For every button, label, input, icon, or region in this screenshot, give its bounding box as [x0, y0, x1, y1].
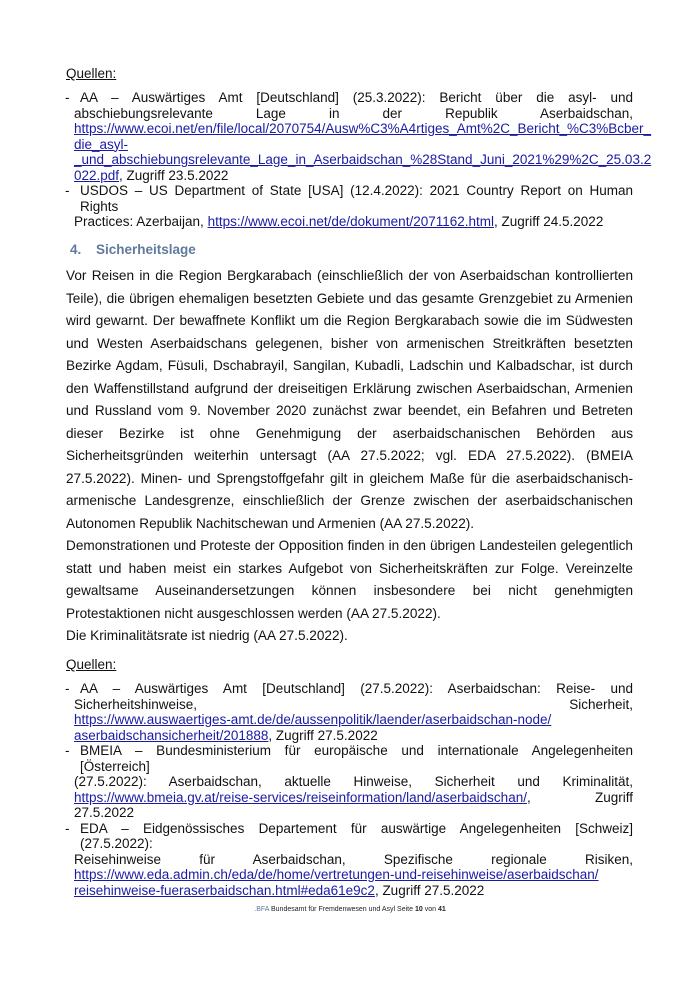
sources-list — [66, 681, 633, 898]
source-link[interactable]: reisehinweise-fueraserbaidschan.html#eda61e9c2 — [74, 882, 375, 898]
section-body — [66, 265, 633, 648]
source-item: - AA – Auswärtiges Amt [Deutschland] (27.5.2022): Aserbaidschan: Reise- und Sicherheitshinweise, Sicherheit, https://www.auswaertiges-amt.de/de/aussenpolitik/laender/aserbaidschan-node/ aserbaidschansicherheit/201888, Zugriff 27.5.2022 — [65, 681, 633, 743]
source-item: - EDA – Eidgenössisches Departement für auswärtige Angelegenheiten [Schweiz] (27.5.2022): Reisehinweise für Aserbaidschan, Spezifische regionale Risiken, https://www.eda.admin.ch/eda/de/home/vertretungen-und-reisehinweise/aserbaidschan/ reisehinweise-fueraserbaidschan.html#eda61e9c2, Zugriff 27.5.2022 — [65, 820, 633, 898]
source-link[interactable]: _und_abschiebungsrelevante_Lage_in_Aserbaidschan_%28Stand_Juni_2021%29%2C_25.03.2 — [74, 152, 652, 167]
sources-heading: Quellen: — [66, 657, 117, 672]
source-link[interactable]: https://www.bmeia.gv.at/reise-services/reiseinformation/land/aserbaidschan/ — [74, 789, 527, 805]
paragraph: Vor Reisen in die Region Bergkarabach (einschließlich der von Aserbaidschan kontrollierten Teile), die übrigen ehemaligen besetzten Gebiete und das gesamte Grenzgebiet zu Armenien wird gewarnt. Der bewaffnete Konflikt um die Region Bergkarabach sowie die im Südwesten und Westen Aserbaidschans gelegenen, bisher von armenischen Streitkräften besetzten Bezirke Agdam, Füsuli, Dschabrayil, Sangilan, Kubadli, Ladschin und Kalbadschar, ist durch den Waffenstillstand aufgrund der dreiseitigen Erklärung zwischen Aserbaidschan, Armenien und Russland vom 9. November 2020 zunächst zwar beendet, ein Befahren und Betreten dieser Bezirke ist ohne Genehmigung der aserbaidschanischen Behörden aus Sicherheitsgründen weiterhin untersagt (AA 27.5.2022; vgl. EDA 27.5.2022). (BMEIA 27.5.2022). Minen- und Sprengstoffgefahr gilt in gleichem Maße für die aserbaidschanisch-armenische Landesgrenze, einschließlich der Grenze zwischen der aserbaidschanischen Autonomen Republik Nachitschewan und Armenien (AA 27.5.2022). — [66, 268, 633, 531]
page-total: 41 — [437, 906, 446, 913]
bfa-logo-text: .BFA — [254, 906, 270, 913]
source-link[interactable]: die_asyl- — [74, 136, 129, 152]
paragraph: Demonstrationen und Proteste der Opposition finden in den übrigen Landesteilen gelegentlich statt und haben meist ein starkes Aufgebot von Sicherheitskräften zur Folge. Vereinzelte gewaltsame Auseinandersetzungen können insbesondere bei nicht genehmigten Protestaktionen nicht ausgeschlossen werden (AA 27.5.2022). — [66, 538, 633, 621]
sources-2 — [66, 657, 633, 898]
source-link[interactable]: https://www.ecoi.net/en/file/local/2070754/Ausw%C3%A4rtiges_Amt%2C_Bericht_%C3%Bcber_ — [74, 121, 652, 136]
sources-1 — [65, 66, 652, 230]
source-link[interactable]: 022.pdf — [74, 167, 120, 183]
sources-list — [65, 90, 652, 230]
page-number: 10 — [414, 906, 423, 913]
source-link[interactable]: https://www.ecoi.net/de/dokument/2071162.html — [207, 214, 494, 229]
source-link[interactable]: aserbaidschansicherheit/201888 — [74, 727, 269, 743]
page-footer: .BFA Bundesamt für Fremdenwesen und Asyl Seite 10 von 41 — [254, 906, 446, 913]
source-item: - AA – Auswärtiges Amt [Deutschland] (25.3.2022): Bericht über die asyl- und abschiebungsrelevante Lage in der Republik Aserbaidschan, https://www.ecoi.net/en/file/local/2070754/Ausw%C3%A4rtiges_Amt%2C_Bericht_%C3%Bcber_ die_asyl- _und_abschiebungsrelevante_Lage_in_Aserbaidschan_%28Stand_Juni_2021%29%2C_25.03.2 022.pdf, Zugriff 23.5.2022 — [65, 90, 652, 183]
source-item: - BMEIA – Bundesministerium für europäische und internationale Angelegenheiten [Österreich] (27.5.2022): Aserbaidschan, aktuelle Hinweise, Sicherheit und Kriminalität, https://www.bmeia.gv.at/reise-services/reiseinformation/land/aserbaidschan/, Zugriff 27.5.2022 — [65, 743, 633, 820]
source-link[interactable]: https://www.eda.admin.ch/eda/de/home/vertretungen-und-reisehinweise/aserbaidschan/ — [74, 867, 599, 882]
paragraph: Die Kriminalitätsrate ist niedrig (AA 27.5.2022). — [66, 628, 348, 643]
section-heading: 4. Sicherheitslage — [70, 242, 196, 257]
source-link[interactable]: https://www.auswaertiges-amt.de/de/aussenpolitik/laender/aserbaidschan-node/ — [74, 712, 552, 727]
sources-heading: Quellen: — [66, 66, 117, 81]
source-item: - USDOS – US Department of State [USA] (12.4.2022): 2021 Country Report on Human Rights Practices: Azerbaijan, https://www.ecoi.net/de/dokument/2071162.html, Zugriff 24.5.2022 — [65, 183, 633, 229]
